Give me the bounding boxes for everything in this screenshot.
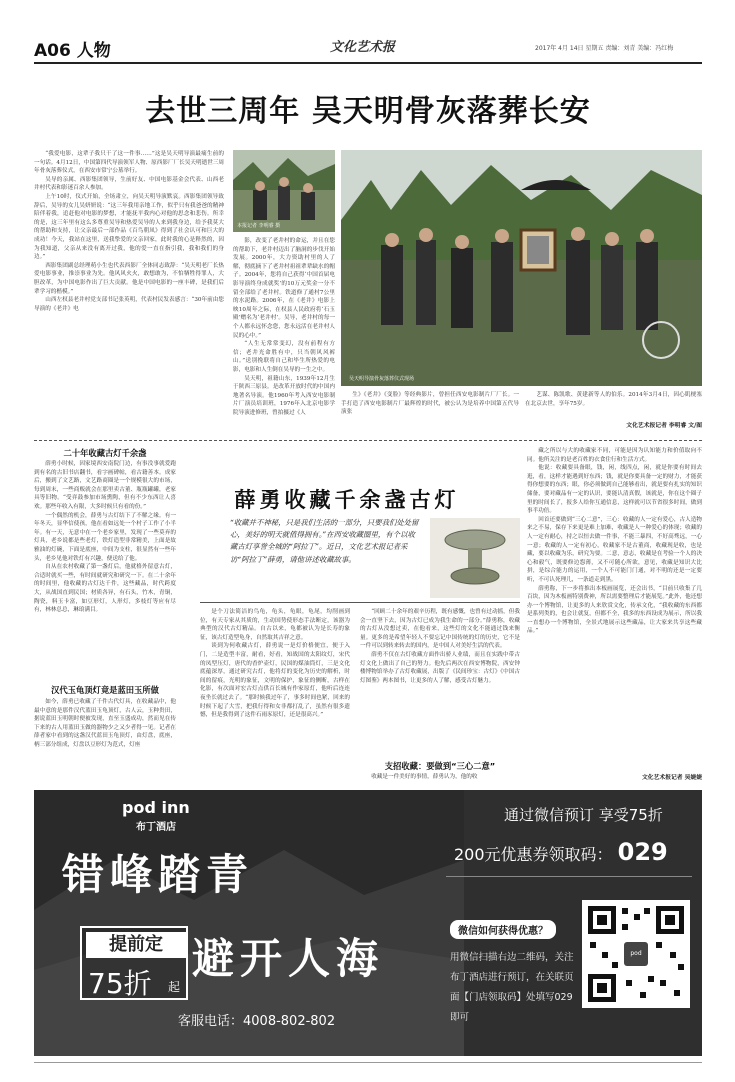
paragraph: 如今，薛勇已收藏了千件古代灯具，在收藏品中，他最中意的是那件汉代蓝田玉龟顶灯，古人云，玉种贵田，据说蓝田玉明朝时便被发现，直至玉盛成功，然而见在传下来的古人用蓝田玉做的器物少之又少者得一见。记者在薛者家中看到的这盏汉代蓝田玉龟顶灯，由灯盘，底座，柄三部分组成，灯盘以豆形灯为范式，灯座 <box>34 699 176 748</box>
early-booking-badge <box>80 926 188 1000</box>
hotel-brand: pod inn <box>122 798 190 817</box>
xue-title: 薛勇收藏千余盏古灯 <box>234 488 460 512</box>
lead-byline: 文化艺术报记者 李明睿 文/图 <box>626 423 702 429</box>
paragraph: 一个偶然的机会，薛勇与古灯结下了不解之缘。有一年冬天，显华信使孩，他在看如远处一个村子工作了小半年。有一天，无意中在一个老乡家里，发现了一些莫弃的灯具，老乡说都是些老灯，铁灯造型非常精美，上面是故雅油的灯碗，下面是底座，中间为支柱，很显然有一些年头，老乡见他对铁灯有兴趣，便送给了他。 <box>34 512 176 562</box>
paragraph: 艺谋、陈凯歌、黄建新等人的伯乐。2014年3月4日，因心肌梗塞在北京去世，享年75岁。 <box>525 392 702 407</box>
wechat-qr-code[interactable] <box>582 900 690 1008</box>
customer-phone[interactable]: 客服电话：4008-802-802 <box>178 1014 336 1029</box>
paragraph: 薛勇不仅在古灯收藏方面作出骄人业绩，而且在实践中带古灯文化上做出了自己的努力。他先后两次在西安博物院，西安钟楼博物馆举办了古灯收藏展，出版了《民间珍宝：古灯》《中国古灯图鉴》两本图书，让更多的人了解，感受古灯魅力。 <box>360 651 520 684</box>
coupon-line <box>454 838 668 866</box>
subhead-tips: 支招收藏：要做到“三心二意” <box>384 761 496 771</box>
paragraph: 藏之所以与大的收藏家不同，可能是因为认知能力和价值取向不同。他所关注的是老百姓的衣食住行和生活方式。 <box>527 448 702 463</box>
lamp-image <box>430 518 520 598</box>
xue-column-a1 <box>34 460 176 680</box>
xue-byline: 文化艺术报记者 吴婕婕 <box>642 775 702 781</box>
paragraph: 吴天明，祖籍山东，1939年12月生于陕西三原县。是改革开放时代的中国内地著名导演。他1960年考入西安电影制片厂演员培训班，1976年入北京电影学院导演进修班，曾拍摄过《人 <box>233 375 335 416</box>
paragraph: 薛勇小时候，因家境西安南院门边，有事没事就爱跑到有名的古旧书店翻书，看字画碑帖，看古籍善本。成家后，搬到了文艺路，文艺路商圈是一个规模很大的市场，每到周末，一些商贩就会在那里卖古董、瓶瓶罐罐，老家具等旧物。“受弈鼓参加市场熏陶，但有不少东西让人喜欢。那些年收入有限，大多时候只有看的份。” <box>34 461 176 510</box>
subhead-collection: 二十年收藏古灯千余盏 <box>63 448 147 458</box>
xue-column-c-end <box>360 773 520 782</box>
subhead-jade-lamp: 汉代玉龟顶灯竟是蓝田玉所做 <box>51 685 159 695</box>
hotel-advertisement[interactable] <box>34 790 702 1056</box>
xue-column-a2 <box>34 698 176 780</box>
xue-column-d <box>527 447 702 769</box>
discount-suffix: 起 <box>168 980 181 994</box>
early-book-label: 提前定 <box>86 932 186 958</box>
lead-column-2 <box>233 237 335 431</box>
paragraph: 生》《老井》《变脸》等经典影片，曾担任西安电影制片厂厂长。一手打造了西安电影制片厂最辉煌的时代，被公认为是培养中国第五代导演张 <box>341 392 519 416</box>
slogan-1: 错峰踏青 <box>62 850 255 899</box>
ad-divider <box>446 876 692 877</box>
page-number: A06 人物 <box>34 41 111 61</box>
story-divider <box>34 440 702 441</box>
paragraph: 他说：收藏要具备眼，钱，闲，线四点，闲，就是你要有时间去逛，看，这样才能遇到好东西；钱，就是你要具备一定的财力，才能获得你想要的东西；眼，你必须做到自己能够看出，就是要有扎实的知识储备，要对藏品有一定的认识，要能认清真假，该就是，你在这个圈子里的时间长了，报多人给你互通信息，这样就可以节省很多时间，做到事半功倍。 <box>527 465 702 515</box>
paragraph: 吴导的亲属、西影集团领导，生前好友、中国电影基金会代表、山西老井村代表和影迷百余人参加。 <box>34 176 224 192</box>
discount-value: 75折 <box>88 967 152 1000</box>
paragraph: 收藏是一件美好的事情，薛勇认为，他的收 <box>371 774 478 780</box>
paragraph: “回顾二十余年的艰辛历程，既有感慨，也曾有过动摇，但我会一直坚下去，因为古灯已成为我生命的一部分。”薛勇称，收藏的古灯从没想过卖，在他看来，这些灯的文化不能通过钱来衡量。更多的是希望年轻人不要忘记中国传统的灯的历史，它不是一件可以到转来转去的国内，是中国人对美好生活的代表。 <box>360 609 520 650</box>
coupon-code: 029 <box>617 838 668 866</box>
slogan-2: 避开人海 <box>192 934 385 983</box>
xue-column-c <box>360 608 520 758</box>
paragraph: 是个刀法简洁的鸟龟，龟头，龟眼，龟尾，均削画到位，有天专家从其质的，生动国势使形态手法断定，该器为典型的汉代古灯精品。自古以来，龟都被认为是长寿的象征，该古灯造型龟身，自然取其吉祥之意。 <box>200 609 350 641</box>
xue-column-b <box>200 608 350 782</box>
paragraph: 影，改变了老井村的命运，并且在您的帮助下，老井村迈出了脑洞的步伐开始发展。2000年，大力资助村里的人了解，彻底摘下了老井村祖祖辈辈缺水的帽子。2004年，您将自己获得‘中国首届电影导演终身成就奖’的10万元奖金一分不留全部给了老井村。铁道修了通村7公里的水泥路。2006年，在《老井》电影上映10周年之际，在权县人民政府将‘石玉殿’赠名为‘老井村’。吴导，老井村的每一个人都永远怀念您，您永远活在老井村人民的心中。” <box>233 238 335 339</box>
photo-caption: 吴天明导演骨灰落葬仪式现场 <box>349 376 415 382</box>
header-rule <box>34 62 702 64</box>
paragraph: 回首还要做到“三心二意”，三心：收藏的人一定有爱心，古人造物来之不易，保存下来更是难上加难，收藏是人一种爱心的体现；收藏的人一定有耐心，持之以恒去做一件事，不能三暴四，不好高骛远，一心一意；收藏的人一定有初心，收藏家不是古董商，收藏现是收，也是藏，要以收藏为乐，研究为要。二意，意志，收藏是在考验一个人的决心和毅气，既要修边怨薄，又不可随心所欲，意见，收藏是知识大比拼，是综合能力的运用，一个人不可能门门通，对不明的还是一定要听，不可认死理儿，一条道走到黑。 <box>527 516 702 583</box>
paragraph: 山西左权县老井村党支部书记张英明，代表村民发表感言：“30年前由您导演的《老井》电 <box>34 297 224 312</box>
issue-info: 2017年 4月 14日 星期五 责编：刘青 美编：冯红梅 <box>535 45 674 52</box>
lead-column-3 <box>341 391 519 431</box>
lead-headline: 去世三周年 吴天明骨灰落葬长安 <box>145 94 591 129</box>
paragraph: “人生无常常变幻，没有前程有方信；老井光命胜有中，只当朝风风裤山。”送别挽联将自己和毕生所热爱的电影，电影和人生倒在吴导的一生之中。 <box>233 341 335 373</box>
qr-logo: pod <box>630 950 642 957</box>
paragraph: 谈到为何收藏古灯，薛勇说一是灯价格便宜，便于入门，二是造型丰富，耐看，好看，知战国的太阳纹灯，宋代的凤型压灯，唐代的香炉壶灯，民国的煤油筒灯，三是文化底蕴深厚，通过研究古灯，他将灯的变化为历史的解析，时间的留痕，光明的象征，文明的保护，象征的侧断，古样在化影，有次面对宏古灯点供百长城有作家原灯，他听后连连夜坐长就过去了。“那时候我过年了，事多时间也紧，回来的时候下起了大雪，把我行得和女非都打乱了，虽然有很多遗憾，但是我得到了这件石雨豕原灯，还是很高兴。” <box>200 643 350 719</box>
how-to-title: 微信如何获得优惠？ <box>450 920 556 939</box>
how-to-text: 用微信扫描右边二维码，关注布丁酒店进行预订，在关联页面【门店领取码】处填写029即可 <box>450 952 574 1023</box>
paragraph: 自从在农村收藏了第一盏灯后，他就格外留意古灯，合适时就买一些，有时间就研究和研究一下。在二十余年的时间里，他收藏的古灯达千件，这些藏品，时代跨度大，从战国直到民国；材质各异，有石头，竹木，青铜，陶瓷，料玉卡富，如豆形灯，人形灯，多枝灯等应有尽有，林林总总，琳琅满目。 <box>34 564 176 614</box>
footer-rule <box>34 1062 702 1063</box>
photo-caption: 本报记者 李明睿 摄 <box>237 223 281 229</box>
paragraph: 上午10时，仪式开始，全场肃立，向吴天明导演默哀。西影集团领导致辞后，吴导的女儿吴妍妍说：“这三年我用亲地工作，似乎只有我爸爸的精神陪伴着我，追赶他对电影的梦想，才能抚平我内心对他的思念和悲伤。所幸的是，这三年里有这么多尊重吴导和热爱吴导的人来到我身边，给予我莫大的帮助和支持，让父亲最后一部作品《百鸟朝凤》得到了社会认可和巨大的成功！今天，我站在这里，送我挚爱的父亲回家，此时我的心是释然的，因为我知道，父亲从来没有离开过我，他的爱一直在指引我，我和我们的身边。” <box>34 193 224 261</box>
paragraph: 薛勇称，下一步将推出本板画展览，还会出书，“目前只收集了几百块，因为木板画特别费神，所以需要整理后才能展览。”此外，他还想办一个博物馆，让更多的人来欣赏文化，传承文化，“我收藏的东西都是系列类的，也会让就复，但都不全，我多的东西设成为展示，所以我一直想办一个博物馆，全景式地展示这些藏品，让大家来共享这些藏品。” <box>527 585 702 635</box>
photo-ancient-lamp <box>430 518 520 598</box>
masthead: 文化艺术报 <box>330 40 396 55</box>
lead-column-4 <box>525 391 702 415</box>
hotel-name: 布丁酒店 <box>136 822 176 833</box>
photo-image <box>233 150 335 232</box>
photo-funeral-small <box>233 150 335 232</box>
paragraph: “我爱电影，这辈子我只干了这一件事……”这是吴天明导演最痛生前的一句话。4月12日，中国第四代导演领军人物、原西影厂厂长吴天明逝世三周年骨灰落葬仪式，在西安市常宁公墓举行。 <box>34 151 224 175</box>
xue-intro-quote: “收藏并不神秘，只是我们生活的一部分，只要我们处处留心，美好的明天就值得拥有。”在西安收藏圈里，有个以收藏古灯享誉全城的“阿拉丁”。近日，文化艺术报记者采访“阿拉丁”薛勇，请他讲述收藏故事。 <box>230 518 419 564</box>
photo-image <box>341 150 702 386</box>
photo-funeral-large <box>341 150 702 386</box>
coupon-label: 200元优惠券领取码： <box>454 845 613 864</box>
paragraph: 西影集团副总经理萌小生也代表西影厂全体同志致辞：“吴天明老厂长热爱电影事业，推崇事业为先。他风风火火，敢想敢为，不怕牺牲得罪人，大胆改革，为中国电影作出了巨大贡献。他是中国电影的一座丰碑，是我们后辈学习的楷模。” <box>34 262 224 295</box>
wechat-offer: 通过微信预订 享受75折 <box>504 806 663 824</box>
lead-column-1 <box>34 150 224 428</box>
title-rule <box>200 602 520 603</box>
